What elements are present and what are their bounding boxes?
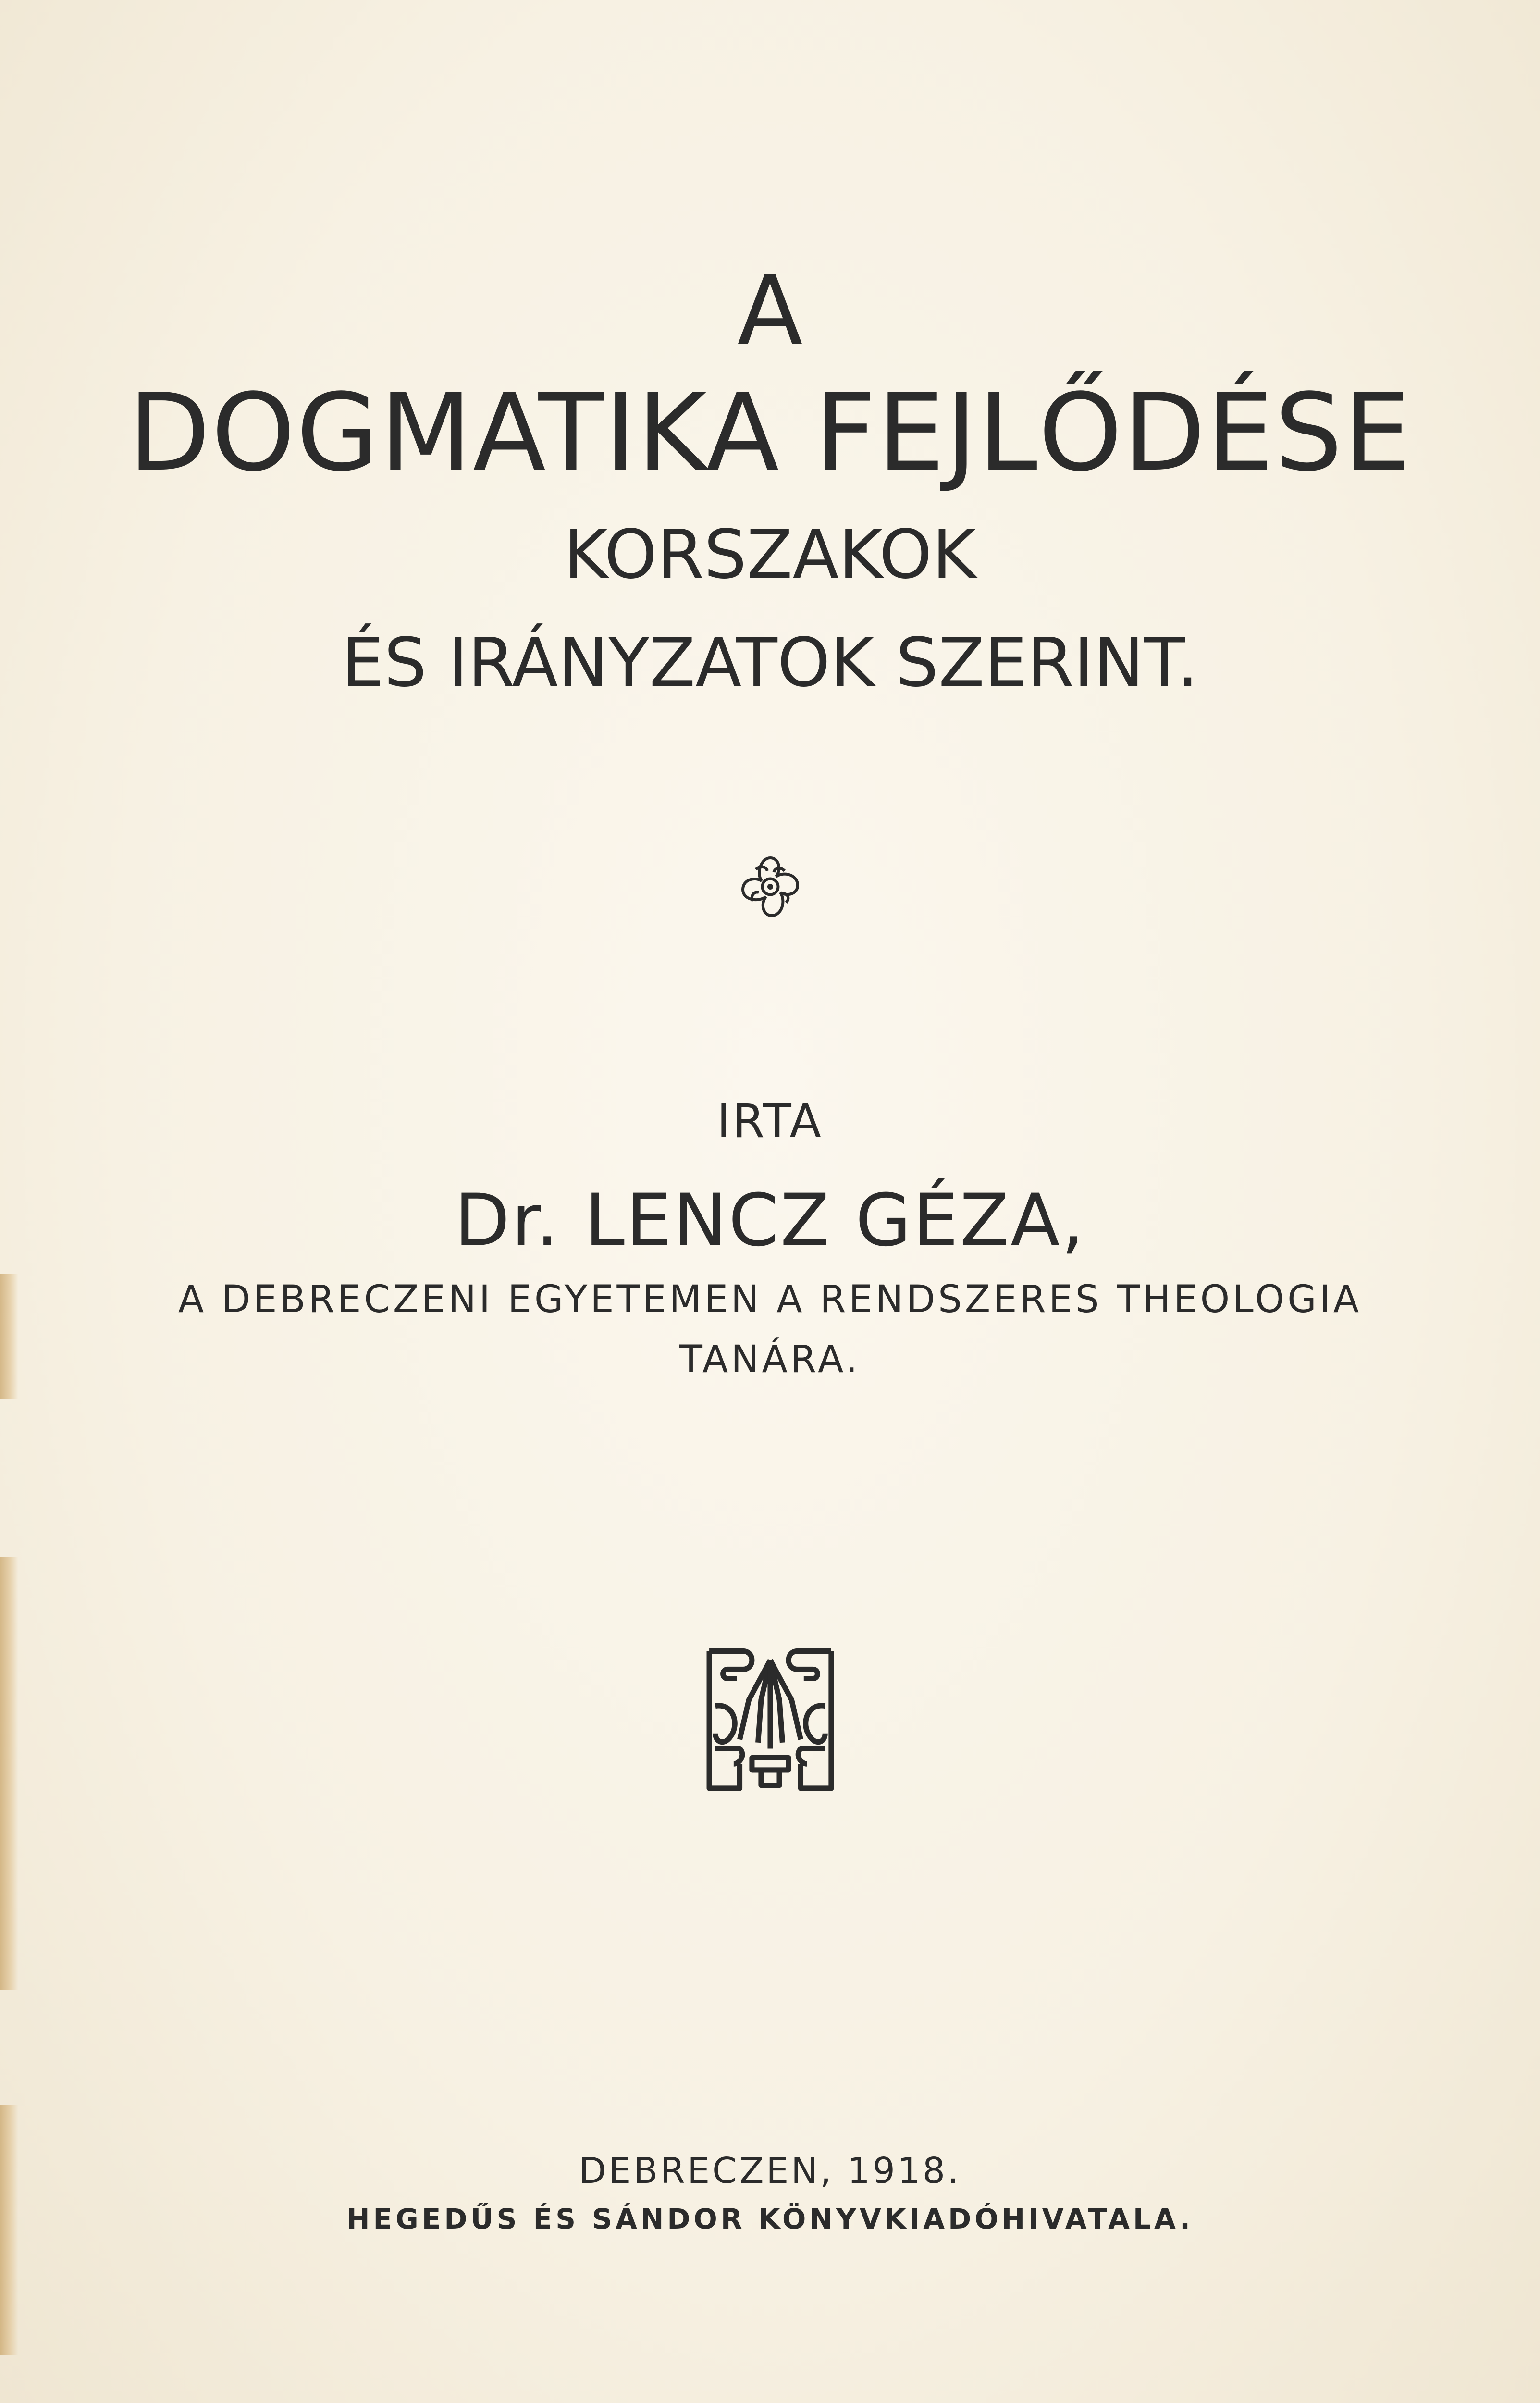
author-name: Dr. LENCZ GÉZA, xyxy=(454,1179,1086,1263)
author-affiliation-line-2: TANÁRA. xyxy=(679,1338,861,1381)
subtitle-line-2: ÉS IRÁNYZATOK SZERINT. xyxy=(341,624,1199,702)
by-label: IRTA xyxy=(717,1094,823,1148)
edge-stain xyxy=(0,1557,18,1990)
imprint-place-year: DEBRECZEN, 1918. xyxy=(579,2150,961,2192)
title-main: DOGMATIKA FEJLŐDÉSE xyxy=(128,371,1412,495)
imprint-publisher: HEGEDŰS ÉS SÁNDOR KÖNYVKIADÓHIVATALA. xyxy=(346,2203,1194,2235)
title-line-article: A xyxy=(737,255,803,367)
subtitle-line-1: KORSZAKOK xyxy=(564,516,976,594)
flower-ornament-icon xyxy=(734,851,806,923)
publisher-mark-icon xyxy=(693,1639,847,1797)
author-affiliation-line-1: A DEBRECZENI EGYETEMEN A RENDSZERES THEOLOGIA xyxy=(178,1278,1362,1321)
